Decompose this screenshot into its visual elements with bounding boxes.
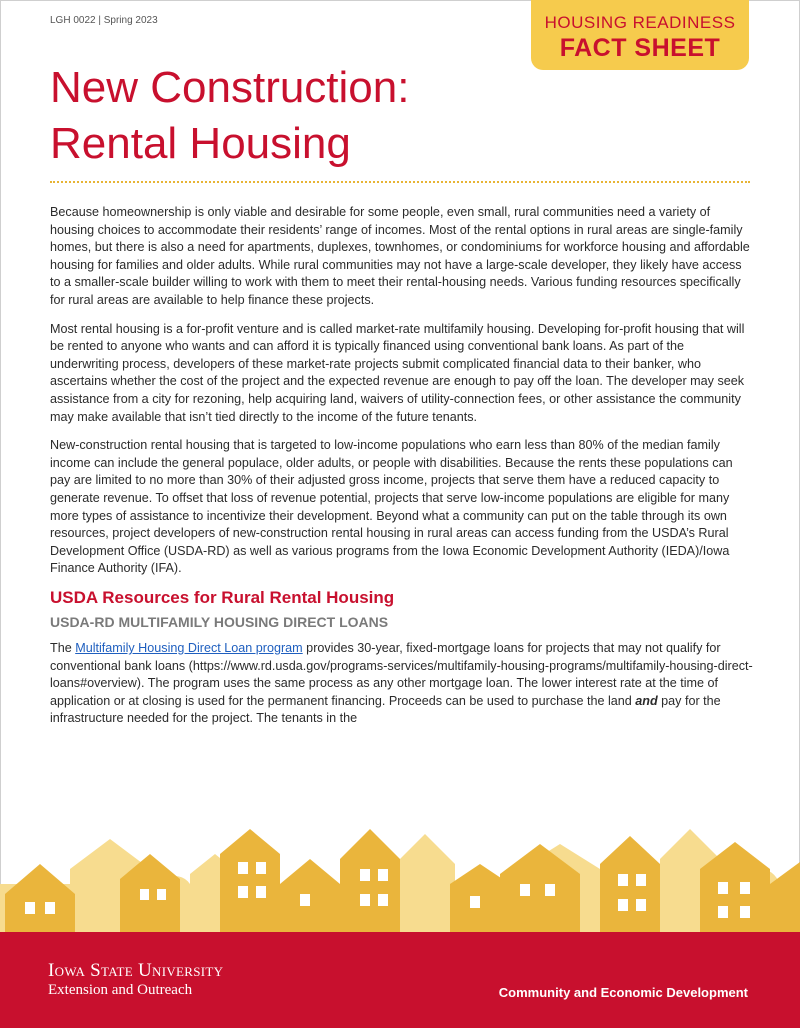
paragraph-market-rate: Most rental housing is a for-profit venture and is called market-rate multifamily housing. Developing for-profit housing that will be rented to anyone who wants and can afford it is typically financed using conventional bank loans. As part of the underwriting process, developers of these market-rate projects submit complicated financial data to their banker, who ascertains whether the cost of the project and the expected revenue are enough to pay off the loan. The developer may seek assistance from a city for rezoning, help acquiring land, waivers of utility-connection fees, or other assistance the community may make available that isn’t tied directly to the income of the future tenants.	[50, 321, 745, 424]
document-code: LGH 0022 | Spring 2023	[50, 15, 158, 26]
badge-line-2: FACT SHEET	[559, 34, 721, 62]
title-line-1: New Construction:	[50, 63, 410, 112]
section-subheading: USDA-RD MULTIFAMILY HOUSING DIRECT LOANS	[50, 614, 389, 631]
section-heading: USDA Resources for Rural Rental Housing	[50, 587, 395, 607]
badge-line-1: HOUSING READINESS	[544, 13, 736, 32]
paragraph-text-part-2: pay for the infrastructure needed for the project. The tenants in the	[50, 693, 721, 726]
fact-sheet-badge	[531, 0, 749, 70]
university-unit: Extension and Outreach	[48, 982, 193, 998]
paragraph-low-income: New-construction rental housing that is targeted to low-income populations who earn less than 80% of the median family income can include the general populace, older adults, or people with disabilities. Because the rents these populations can pay are limited to no more than 30% of their adjusted gross income, projects that serve them have a reduced capacity to generate revenue. To offset that loss of revenue potential, projects that serve low-income populations are eligible for many more types of assistance to incentivize their development. Beyond what a community can put on the table through its own resources, project developers of new-construction rental housing in rural areas can access funding from the USDA’s Rural Development Office (USDA-RD) as well as various programs from the Iowa Economic Development Authority (IEDA)/Iowa Finance Authority (IFA).	[50, 438, 733, 576]
houses-illustration	[0, 824, 800, 934]
paragraph-intro-word: The	[50, 641, 76, 656]
emphasis-and: and	[635, 693, 658, 708]
paragraph-direct-loans	[50, 640, 754, 728]
paragraph-text-part-1: provides 30-year, fixed-mortgage loans for projects that may not qualify for conventional bank loans (https://www.rd.usda.gov/programs-services/multifamily-housing-programs/multifamily-housing-direct-loans#overview). The program uses the same process as any other mortgage loan. The lower interest rate at the time of application or at closing is used for the permanent financing. Proceeds can be used to purchase the land	[50, 641, 753, 708]
dotted-divider	[50, 181, 750, 183]
page-title	[50, 60, 409, 172]
paragraph-clip	[50, 640, 754, 746]
title-line-2: Rental Housing	[50, 119, 351, 168]
university-logo-text: Iowa State University	[48, 960, 224, 981]
paragraph-intro: Because homeownership is only viable and desirable for some people, even small, rural communities need a variety of housing choices to accommodate their residents’ range of incomes. Most of the rental options in rural areas are single-family homes, but there is also a need for apartments, duplexes, townhomes, or condominiums for workforce housing and affordable housing for families and older adults. While rural communities may not have a large-scale developer, they likely have access to a smaller-scale builder willing to work with them to meet their rental-housing needs. Various funding resources specifically for rural areas are available to help finance these projects.	[50, 205, 750, 307]
body-text	[50, 204, 754, 746]
multifamily-loan-link[interactable]: Multifamily Housing Direct Loan program	[75, 641, 303, 656]
department-name: Community and Economic Development	[498, 985, 748, 1000]
